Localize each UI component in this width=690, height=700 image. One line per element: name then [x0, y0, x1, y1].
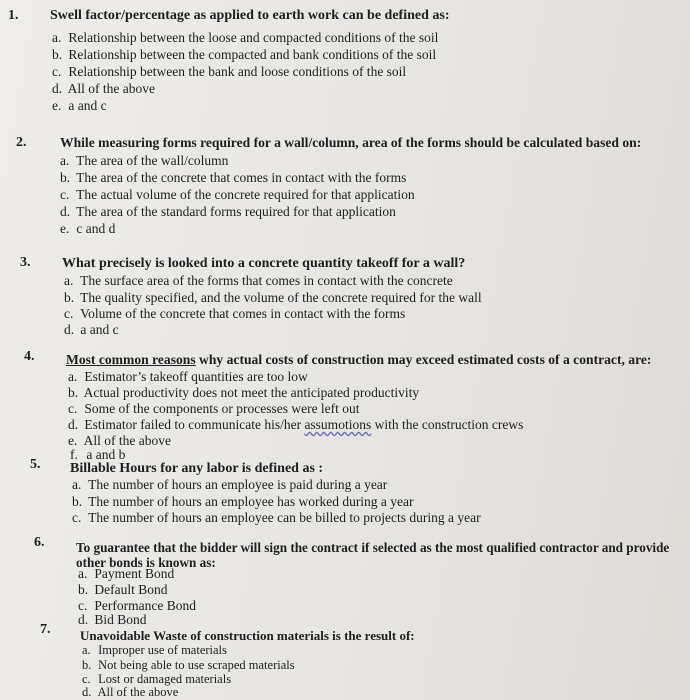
- option-b: b. The quality specified, and the volume of the concrete required for the wall: [64, 290, 482, 305]
- option-d: d. All of the above: [52, 81, 155, 96]
- option-b: b. The area of the concrete that comes in contact with the forms: [60, 170, 407, 185]
- option-c: c. Relationship between the bank and loose conditions of the soil: [52, 64, 407, 79]
- option-a: a. The number of hours an employee is paid during a year: [72, 477, 388, 492]
- option-e: e. c and d: [60, 221, 116, 236]
- option-b: b. Relationship between the compacted and bank conditions of the soil: [52, 47, 437, 62]
- option-c: c. Performance Bond: [78, 598, 196, 613]
- question-text: Billable Hours for any labor is defined as :: [70, 461, 324, 476]
- question-number: 6.: [34, 535, 45, 550]
- option-b: b. Default Bond: [78, 582, 168, 597]
- question-number: 4.: [24, 349, 35, 364]
- option-a: a. Improper use of materials: [82, 643, 227, 657]
- question-text: While measuring forms required for a wall/column, area of the forms should be calculated based on:: [60, 135, 642, 150]
- option-d: d. Estimator failed to communicate his/her assumotions with the construction crews: [68, 417, 524, 432]
- question-number: 2.: [16, 135, 27, 150]
- question-text: To guarantee that the bidder will sign the contract if selected as the most qualified contractor and provide other bonds is known as:: [76, 540, 670, 570]
- option-d: d. a and c: [64, 322, 119, 337]
- option-a: a. Payment Bond: [78, 566, 175, 581]
- option-b: b. Not being able to use scraped materials: [82, 658, 295, 672]
- option-c: c. Volume of the concrete that comes in contact with the forms: [64, 306, 406, 321]
- option-a: a. The surface area of the forms that comes in contact with the concrete: [64, 273, 453, 288]
- option-e: e. All of the above: [68, 433, 171, 448]
- option-d: d. Bid Bond: [78, 612, 147, 627]
- question-number: 1.: [8, 8, 19, 23]
- option-f: f. a and b: [70, 447, 126, 462]
- option-a: a. The area of the wall/column: [60, 153, 229, 168]
- question-text: Swell factor/percentage as applied to earth work can be defined as:: [50, 8, 450, 23]
- option-c: c. Lost or damaged materials: [82, 672, 232, 686]
- option-c: c. The number of hours an employee can be billed to projects during a year: [72, 510, 481, 525]
- question-number: 3.: [20, 255, 31, 270]
- option-c: c. The actual volume of the concrete required for that application: [60, 187, 415, 202]
- question-text: Most common reasons why actual costs of construction may exceed estimated costs of a contract, are:: [66, 352, 652, 367]
- option-e: e. a and c: [52, 98, 107, 113]
- option-a: a. Relationship between the loose and compacted conditions of the soil: [52, 30, 439, 45]
- question-number: 7.: [40, 622, 51, 637]
- question-number: 5.: [30, 457, 41, 472]
- option-c: c. Some of the components or processes were left out: [68, 401, 360, 416]
- option-d: d. All of the above: [82, 685, 179, 699]
- option-b: b. The number of hours an employee has worked during a year: [72, 494, 414, 509]
- option-d: d. The area of the standard forms required for that application: [60, 204, 396, 219]
- question-text: Unavoidable Waste of construction materials is the result of:: [80, 628, 415, 643]
- question-text: What precisely is looked into a concrete quantity takeoff for a wall?: [62, 256, 466, 271]
- option-b: b. Actual productivity does not meet the anticipated productivity: [68, 385, 420, 400]
- option-a: a. Estimator’s takeoff quantities are too low: [68, 369, 308, 384]
